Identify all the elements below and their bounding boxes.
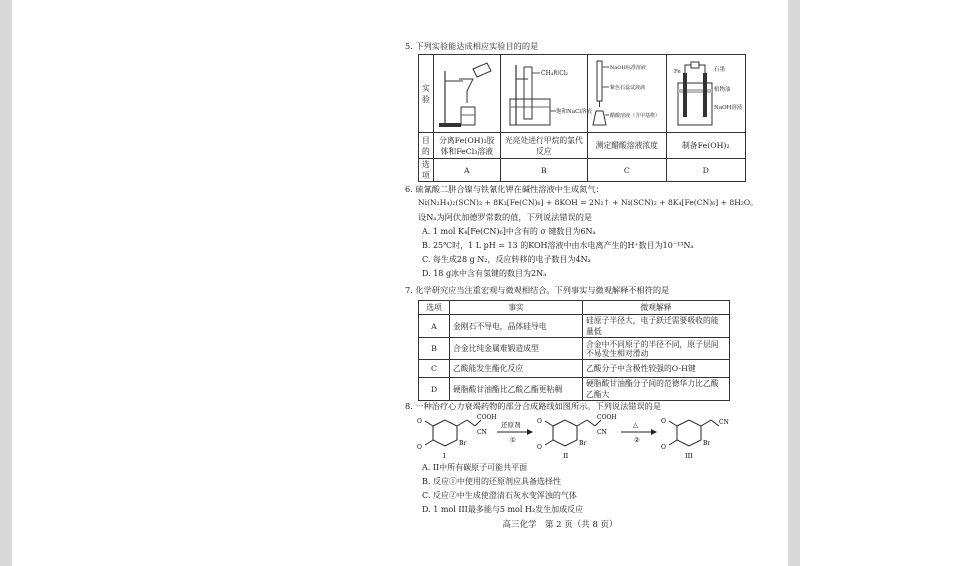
scan-edge-left — [0, 0, 12, 566]
reaction-arrow-1 — [497, 420, 533, 444]
arrow-2-condition: △ — [633, 421, 638, 429]
q6-option-d: D. 18 g冰中含有氢键的数目为2Nₐ — [422, 269, 547, 278]
label-graphite: 石墨 — [713, 66, 725, 73]
label-acetic-sample: 醋酸溶液（含甲基橙） — [609, 112, 660, 119]
q7-row-a-explanation: 硅原子半径大，电子跃迁需要吸收的能量低 — [583, 315, 730, 338]
compound-iii-o-bottom: O — [661, 444, 666, 451]
compound-i-cn: CN — [477, 429, 487, 436]
arrow-2-step: ② — [634, 436, 640, 444]
q6-stem: 6. 硫氰酸二肼合镍与铁氰化钾在碱性溶液中生成氮气： — [405, 184, 604, 194]
gas-tube-apparatus-icon — [504, 59, 592, 129]
q5-letter-c: C — [587, 159, 666, 182]
q7-row-a-fact: 金刚石不导电，晶体硅导电 — [450, 315, 583, 338]
q5-purpose-d: 制备Fe(OH)₂ — [666, 133, 745, 159]
q7-header-explanation: 微观解释 — [583, 301, 730, 315]
filtration-apparatus-icon — [437, 59, 497, 129]
q7-row-d-letter: D — [419, 378, 450, 401]
compound-i-structure-icon — [417, 414, 497, 460]
q7-row-d-explanation: 硬脂酸甘油酯分子间的范德华力比乙酸乙酯大 — [583, 378, 730, 401]
electrolysis-apparatus-icon — [670, 59, 742, 129]
q5-row-label-purpose: 目的 — [419, 133, 434, 159]
q7-stem: 7. 化学研究应当注重宏观与微观相结合。下列事实与微观解释不相符的是 — [405, 285, 670, 295]
titration-apparatus-icon — [591, 59, 663, 129]
q5-letter-a: A — [433, 159, 500, 182]
label-vegetable-oil: 植物油 — [713, 86, 731, 93]
q6-equation: Ni(N₂H₄)₂(SCN)₂ + 8K₃[Fe(CN)₆] + 8KOH = 2N₂↑ + Ni(SCN)₂ + 8K₄[Fe(CN)₆] + 8H₂O。 — [418, 198, 758, 207]
q5-row-label-experiment: 实验 — [419, 55, 434, 133]
q7-row-a-letter: A — [419, 315, 450, 338]
compound-ii-cn: CN — [597, 429, 607, 436]
compound-iii-label: III — [685, 452, 693, 460]
q5-letter-b: B — [500, 159, 587, 182]
q5-purpose-a: 分离Fe(OH)₃胶体和FeCl₃溶液 — [433, 133, 500, 159]
q8-option-a: A. II中所有碳原子可能共平面 — [422, 463, 528, 472]
q8-option-b: B. 反应①中使用的还原剂应具备选择性 — [422, 477, 561, 486]
q5-letter-d: D — [666, 159, 745, 182]
label-ch4-cl2: CH₄和Cl₂ — [540, 69, 568, 77]
compound-ii-o-top: O — [537, 418, 542, 425]
label-indicator: 紫色石蕊试液滴 — [609, 84, 645, 91]
compound-i-o-top: O — [417, 418, 422, 425]
q7-header-fact: 事实 — [450, 301, 583, 315]
q5-table — [418, 54, 746, 182]
q7-row-d-fact: 硬脂酸甘油酯比乙酸乙酯更粘稠 — [450, 378, 583, 401]
q7-row-c-letter: C — [419, 360, 450, 378]
q8-stem: 8. 一种治疗心力衰竭药物的部分合成路线如图所示。下列说法错误的是 — [405, 401, 662, 411]
q6-given: 设Nₐ为阿伏加德罗常数的值，下列说法错误的是 — [418, 212, 593, 222]
compound-ii-structure-icon — [537, 414, 617, 460]
q5-apparatus-d — [666, 55, 745, 133]
q8-option-d: D. 1 mol III最多能与5 mol H₂发生加成反应 — [422, 505, 584, 514]
compound-i-label: I — [443, 452, 446, 460]
q5-apparatus-b — [500, 55, 592, 133]
q7-header-option: 选项 — [419, 301, 450, 315]
arrow-1-step: ① — [510, 436, 516, 444]
q8-option-c: C. 反应②中生成使澄清石灰水变浑浊的气体 — [422, 491, 577, 500]
compound-iii-structure-icon — [661, 418, 729, 460]
compound-iii-o-top: O — [661, 418, 666, 425]
q5-row-label-option: 选项 — [419, 159, 434, 182]
q5-apparatus-a — [433, 55, 500, 133]
label-naoh-standard: NaOH标准溶液 — [609, 64, 646, 71]
arrow-1-reagent: 还原剂 — [501, 421, 521, 429]
compound-ii-o-bottom: O — [537, 444, 542, 451]
q6-option-b: B. 25℃时，1 L pH = 13 的KOH溶液中由水电离产生的H⁺数目为10⁻¹³Nₐ — [422, 241, 694, 250]
label-fe: Fe — [673, 68, 681, 75]
synthesis-route-diagram — [415, 412, 735, 460]
q6-option-c: C. 每生成28 g N₂，反应转移的电子数目为4Nₐ — [422, 255, 591, 264]
q7-row-c-fact: 乙酸能发生酯化反应 — [450, 360, 583, 378]
label-nacl-solution: 饱和NaCl溶液 — [555, 108, 592, 115]
compound-ii-cooh: COOH — [597, 414, 617, 421]
q7-row-c-explanation: 乙酸分子中含极性较强的O-H键 — [583, 360, 730, 378]
q6-option-a: A. 1 mol K₄[Fe(CN)₆]中含有的 σ 键数目为6Nₐ — [422, 227, 596, 236]
compound-iii-br: Br — [703, 440, 711, 447]
page-footer: 高三化学 第 2 页（共 8 页） — [502, 520, 618, 530]
label-naoh-solution: NaOH溶液 — [713, 104, 743, 111]
q5-apparatus-c — [587, 55, 666, 133]
q5-stem: 5. 下列实验能达成相应实验目的的是 — [405, 41, 539, 51]
q7-row-b-explanation: 合金中不同原子的半径不同，原子层间不易发生相对滑动 — [583, 338, 730, 360]
compound-i-cooh: COOH — [477, 414, 497, 421]
q7-row-b-fact: 合金比纯金属难锻造成型 — [450, 338, 583, 360]
scan-edge-right — [788, 0, 800, 566]
q7-row-b-letter: B — [419, 338, 450, 360]
compound-ii-label: II — [563, 452, 569, 460]
compound-i-br: Br — [459, 440, 467, 447]
compound-ii-br: Br — [579, 440, 587, 447]
q5-purpose-b: 光亮处进行甲烷的氯代反应 — [500, 133, 587, 159]
q7-table — [418, 300, 730, 401]
reaction-arrow-2 — [621, 421, 657, 444]
compound-i-o-bottom: O — [417, 444, 422, 451]
compound-iii-cn: CN — [719, 419, 729, 426]
q5-purpose-c: 测定醋酸溶液浓度 — [587, 133, 666, 159]
